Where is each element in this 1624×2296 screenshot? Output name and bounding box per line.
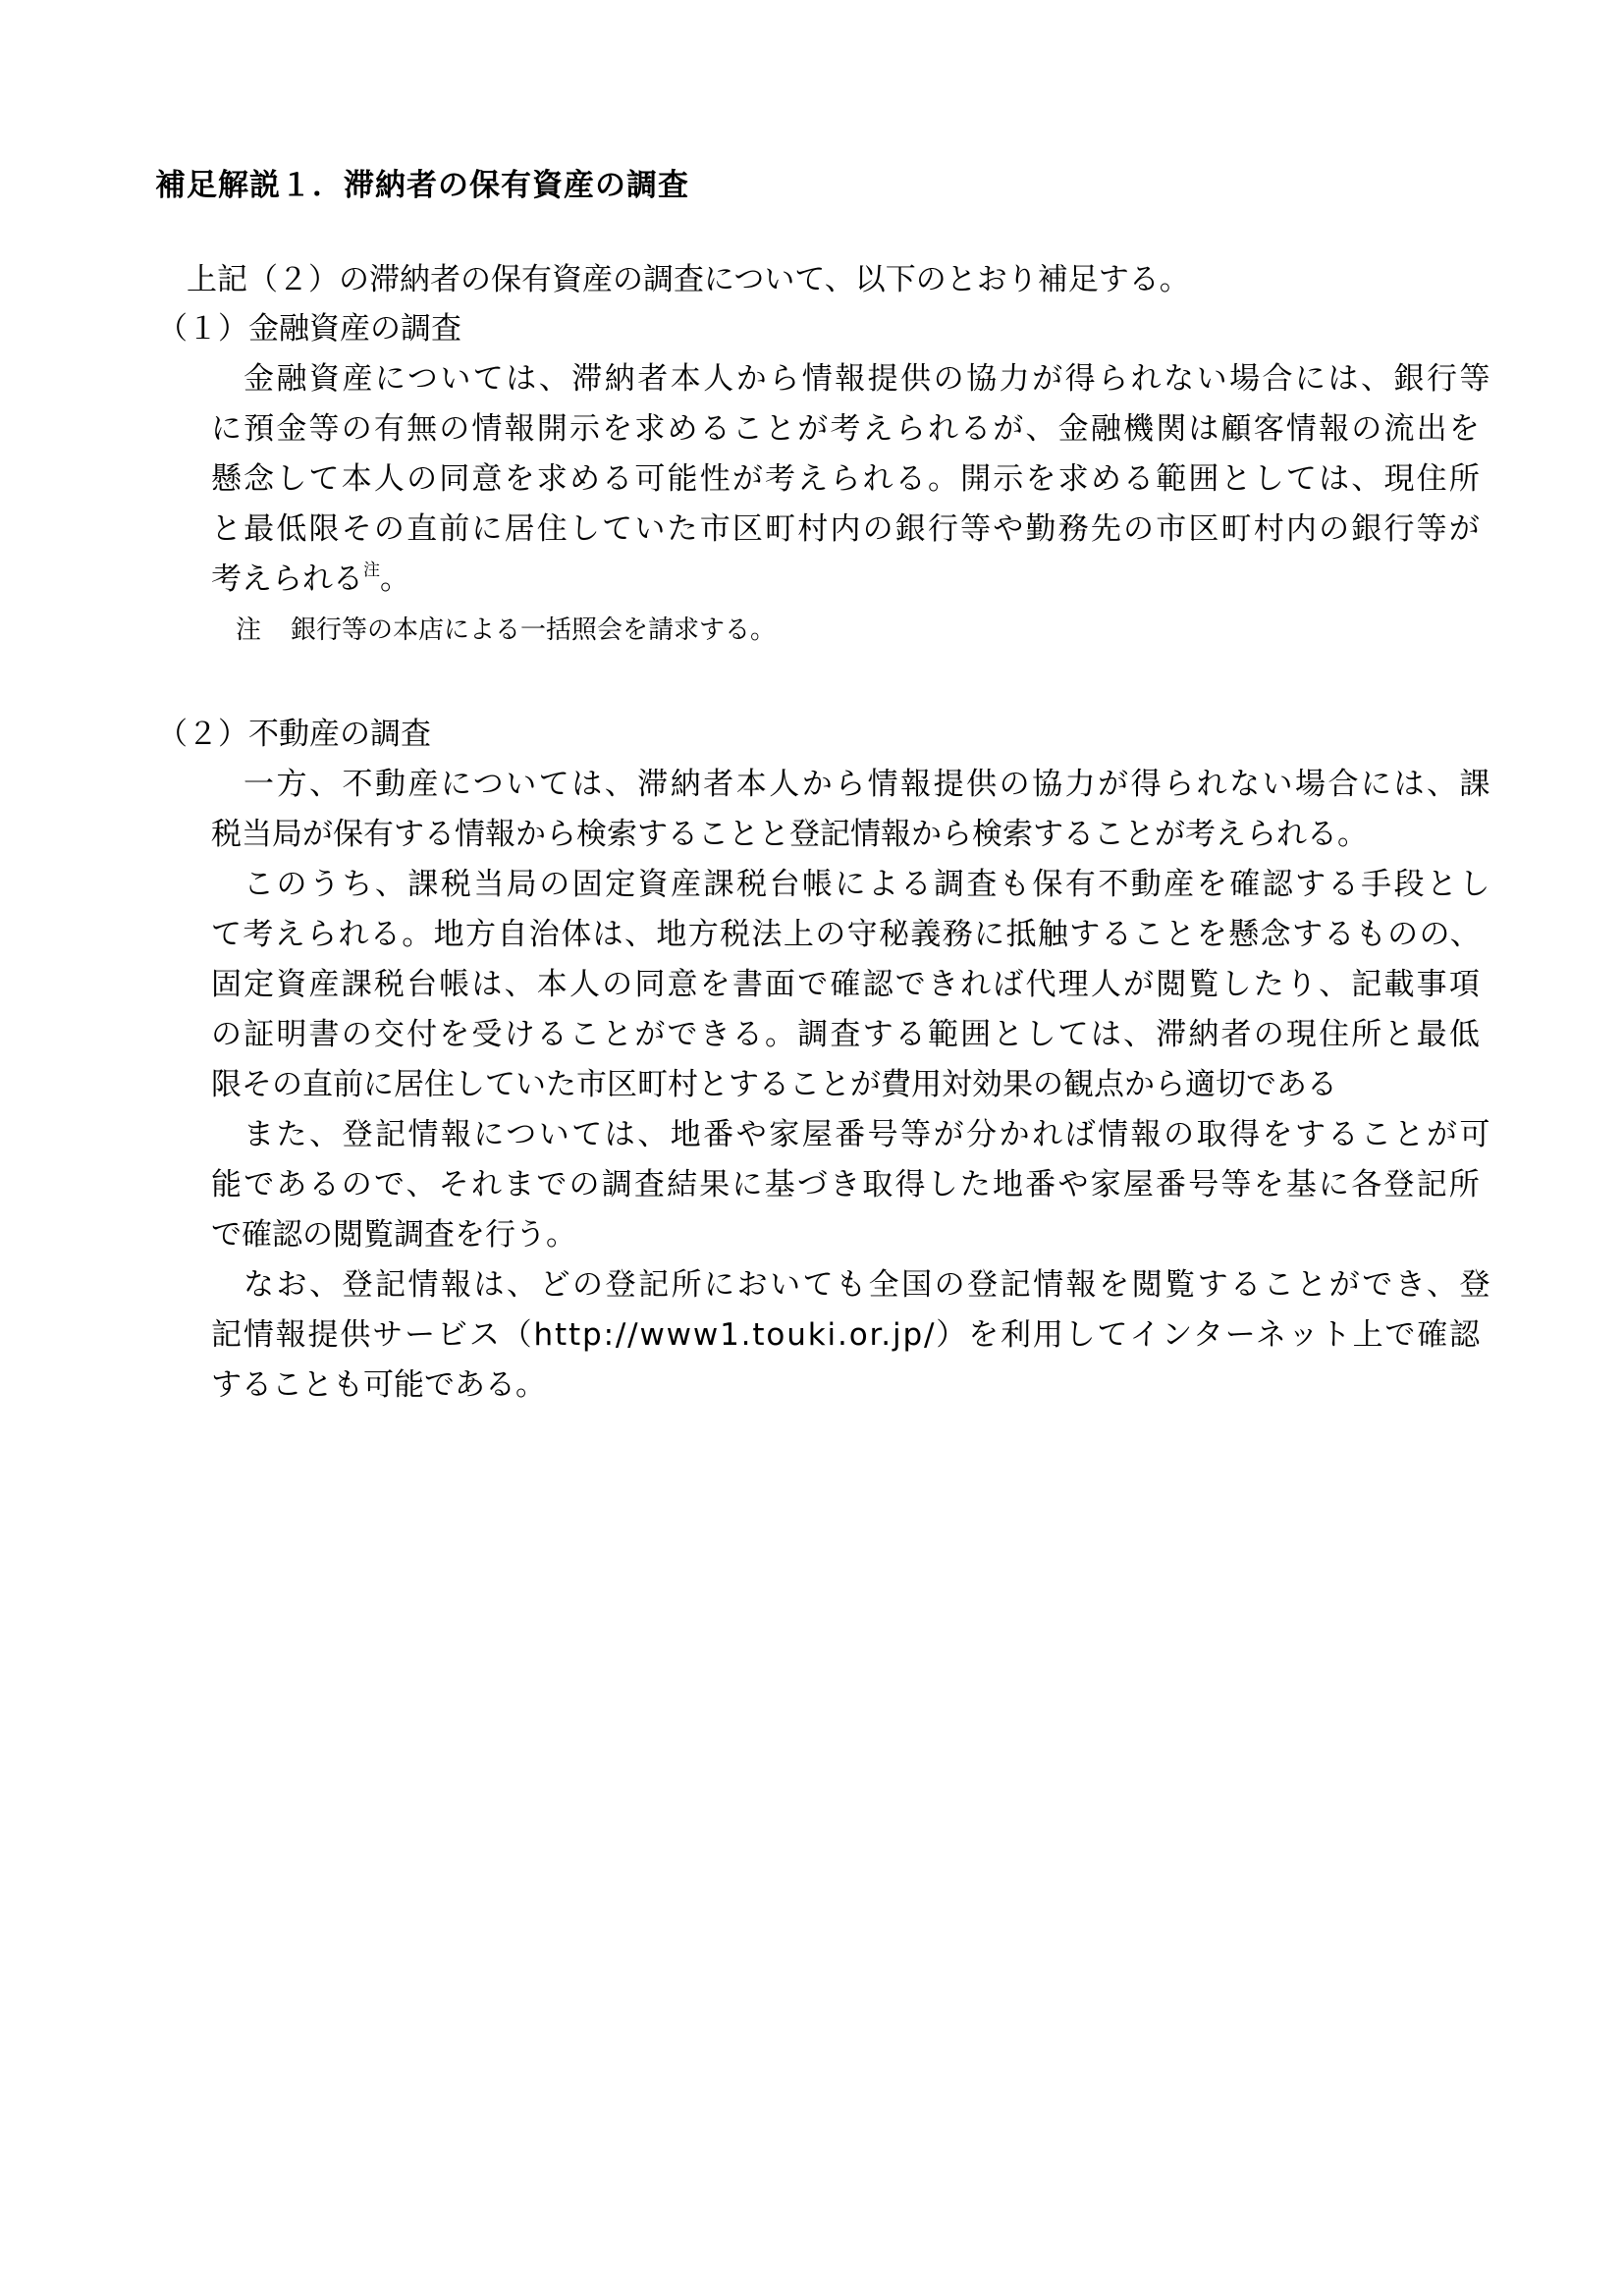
document-title: 補足解説１．滞納者の保有資産の調査 <box>155 168 689 203</box>
section2-line: することも可能である。 <box>211 1367 546 1403</box>
section1-line: 金融資産については、滞納者本人から情報提供の協力が得られない場合には、銀行等 <box>244 361 1492 397</box>
section2-line: で確認の閲覧調査を行う。 <box>211 1217 576 1253</box>
section1-line-end: 。 <box>380 561 410 597</box>
intro-paragraph: 上記（２）の滞納者の保有資産の調査について、以下のとおり補足する。 <box>187 262 1190 297</box>
section2-line: て考えられる。地方自治体は、地方税法上の守秘義務に抵触することを懸念するものの、 <box>211 917 1482 952</box>
section2-line: 固定資産課税台帳は、本人の同意を書面で確認できれば代理人が閲覧したり、記載事項 <box>211 967 1482 1002</box>
section2-line: 限その直前に居住していた市区町村とすることが費用対効果の観点から適切である <box>211 1067 1337 1102</box>
section1-line-text: 考えられる <box>211 561 363 597</box>
footnote-text: 銀行等の本店による一括照会を請求する。 <box>291 615 777 645</box>
section2-line: の証明書の交付を受けることができる。調査する範囲としては、滞納者の現住所と最低 <box>211 1017 1482 1052</box>
section2-line: このうち、課税当局の固定資産課税台帳による調査も保有不動産を確認する手段とし <box>244 867 1492 902</box>
section2-line: 記情報提供サービス（http://www1.touki.or.jp/）を利用してインターネット上で確認 <box>211 1317 1482 1353</box>
section2-heading: （２）不動産の調査 <box>157 717 431 752</box>
footnote-marker: 注 <box>363 561 380 580</box>
section1-heading: （１）金融資産の調査 <box>157 311 461 347</box>
section2-line: 能であるので、それまでの調査結果に基づき取得した地番や家屋番号等を基に各登記所 <box>211 1167 1482 1202</box>
section1-line: に預金等の有無の情報開示を求めることが考えられるが、金融機関は顧客情報の流出を <box>211 411 1482 447</box>
section2-line: なお、登記情報は、どの登記所においても全国の登記情報を閲覧することができ、登 <box>244 1267 1492 1303</box>
section2-line: 税当局が保有する情報から検索することと登記情報から検索することが考えられる。 <box>211 817 1368 852</box>
section2-line: また、登記情報については、地番や家屋番号等が分かれば情報の取得をすることが可 <box>244 1117 1492 1152</box>
section1-line-last <box>211 556 410 603</box>
footnote-mark: 注 <box>236 615 262 645</box>
section1-line: と最低限その直前に居住していた市区町村内の銀行等や勤務先の市区町村内の銀行等が <box>211 511 1482 547</box>
footnote <box>236 611 776 650</box>
section2-line: 一方、不動産については、滞納者本人から情報提供の協力が得られない場合には、課 <box>244 767 1492 802</box>
section1-line: 懸念して本人の同意を求める可能性が考えられる。開示を求める範囲としては、現住所 <box>211 461 1482 497</box>
